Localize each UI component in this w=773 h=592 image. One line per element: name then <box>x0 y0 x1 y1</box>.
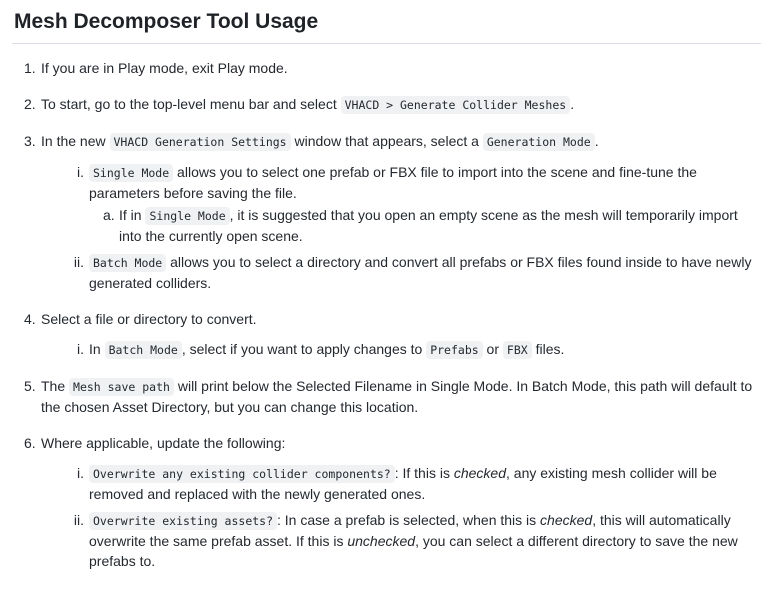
sub-list <box>41 463 761 571</box>
step-text: will print below the Selected Filename in Single Mode. In Batch Mode, this path will default to the chosen Asset Directory, but you can change this location. <box>41 378 753 415</box>
inline-code: VHACD > Generate Collider Meshes <box>341 96 571 114</box>
list-item <box>24 433 761 571</box>
inline-code: Generation Mode <box>483 133 595 151</box>
inline-code: Mesh save path <box>69 378 174 396</box>
sub-text: allows you to select one prefab or FBX file to import into the scene and fine-tune the parameters before saving the file. <box>89 164 697 201</box>
emphasis-text: unchecked <box>347 533 416 549</box>
sub-text: , this will automatically overwrite the same prefab asset. If this is <box>89 512 731 549</box>
list-item <box>24 376 761 417</box>
step-number: 1. <box>24 60 36 76</box>
nested-list-item <box>103 205 761 246</box>
step-number: 4. <box>24 311 36 327</box>
sub-number: ii. <box>73 512 84 528</box>
inline-code: Prefabs <box>426 341 482 359</box>
nested-text: , it is suggested that you open an empty scene as the mesh will temporarily import into the currently open scene. <box>119 207 738 244</box>
step-text: . <box>570 96 575 112</box>
sub-number: i. <box>77 465 84 481</box>
sub-text: allows you to select a directory and convert all prefabs or FBX files found inside to have newly generated colliders. <box>89 254 752 291</box>
emphasis-text: checked <box>540 512 593 528</box>
sub-number: i. <box>77 164 84 180</box>
sub-text: , select if you want to apply changes to <box>181 341 427 357</box>
inline-code: Batch Mode <box>105 341 182 359</box>
sub-number: ii. <box>73 254 84 270</box>
sub-list-item <box>68 510 761 571</box>
sub-list-item <box>68 463 761 504</box>
inline-code: Single Mode <box>89 164 173 182</box>
step-text: . <box>594 133 599 149</box>
step-text: window that appears, select a <box>290 133 483 149</box>
step-text: To start, go to the top-level menu bar and select <box>41 96 341 112</box>
step-number: 5. <box>24 378 36 394</box>
step-number: 2. <box>24 96 36 112</box>
sub-list <box>41 162 761 293</box>
sub-text: files. <box>531 341 565 357</box>
sub-text: or <box>482 341 503 357</box>
step-text: The <box>41 378 70 394</box>
sub-list-item <box>68 252 761 293</box>
sub-text: , any existing mesh collider will be removed and replaced with the newly generated ones. <box>89 465 717 502</box>
inline-code: VHACD Generation Settings <box>110 133 291 151</box>
sub-list <box>41 339 761 360</box>
inline-code: FBX <box>503 341 532 359</box>
inline-code: Overwrite any existing collider components? <box>89 465 395 483</box>
sub-text: In <box>89 341 105 357</box>
nested-number: a. <box>103 207 115 223</box>
sub-number: i. <box>77 341 84 357</box>
step-text: In the new <box>41 133 110 149</box>
sub-text: , you can select a different directory to save the new prefabs to. <box>89 533 738 569</box>
sub-text: : In case a prefab is selected, when this is <box>277 512 541 528</box>
step-number: 6. <box>24 435 36 451</box>
inline-code: Single Mode <box>145 207 229 225</box>
nested-list <box>89 205 761 246</box>
emphasis-text: checked <box>453 465 506 481</box>
sub-text: : If this is <box>394 465 454 481</box>
steps-list <box>12 44 761 571</box>
step-number: 3. <box>24 133 36 149</box>
step-text: Select a file or directory to convert. <box>41 311 257 327</box>
nested-text: If in <box>119 207 146 223</box>
sub-list-item <box>68 339 761 360</box>
page-title: Mesh Decomposer Tool Usage <box>12 0 761 44</box>
sub-list-item <box>68 162 761 246</box>
list-item <box>24 131 761 293</box>
list-item <box>24 309 761 360</box>
inline-code: Batch Mode <box>89 254 166 272</box>
list-item <box>24 58 761 78</box>
step-text: Where applicable, update the following: <box>41 435 286 451</box>
inline-code: Overwrite existing assets? <box>89 512 277 530</box>
step-text: If you are in Play mode, exit Play mode. <box>41 60 288 76</box>
list-item <box>24 94 761 115</box>
